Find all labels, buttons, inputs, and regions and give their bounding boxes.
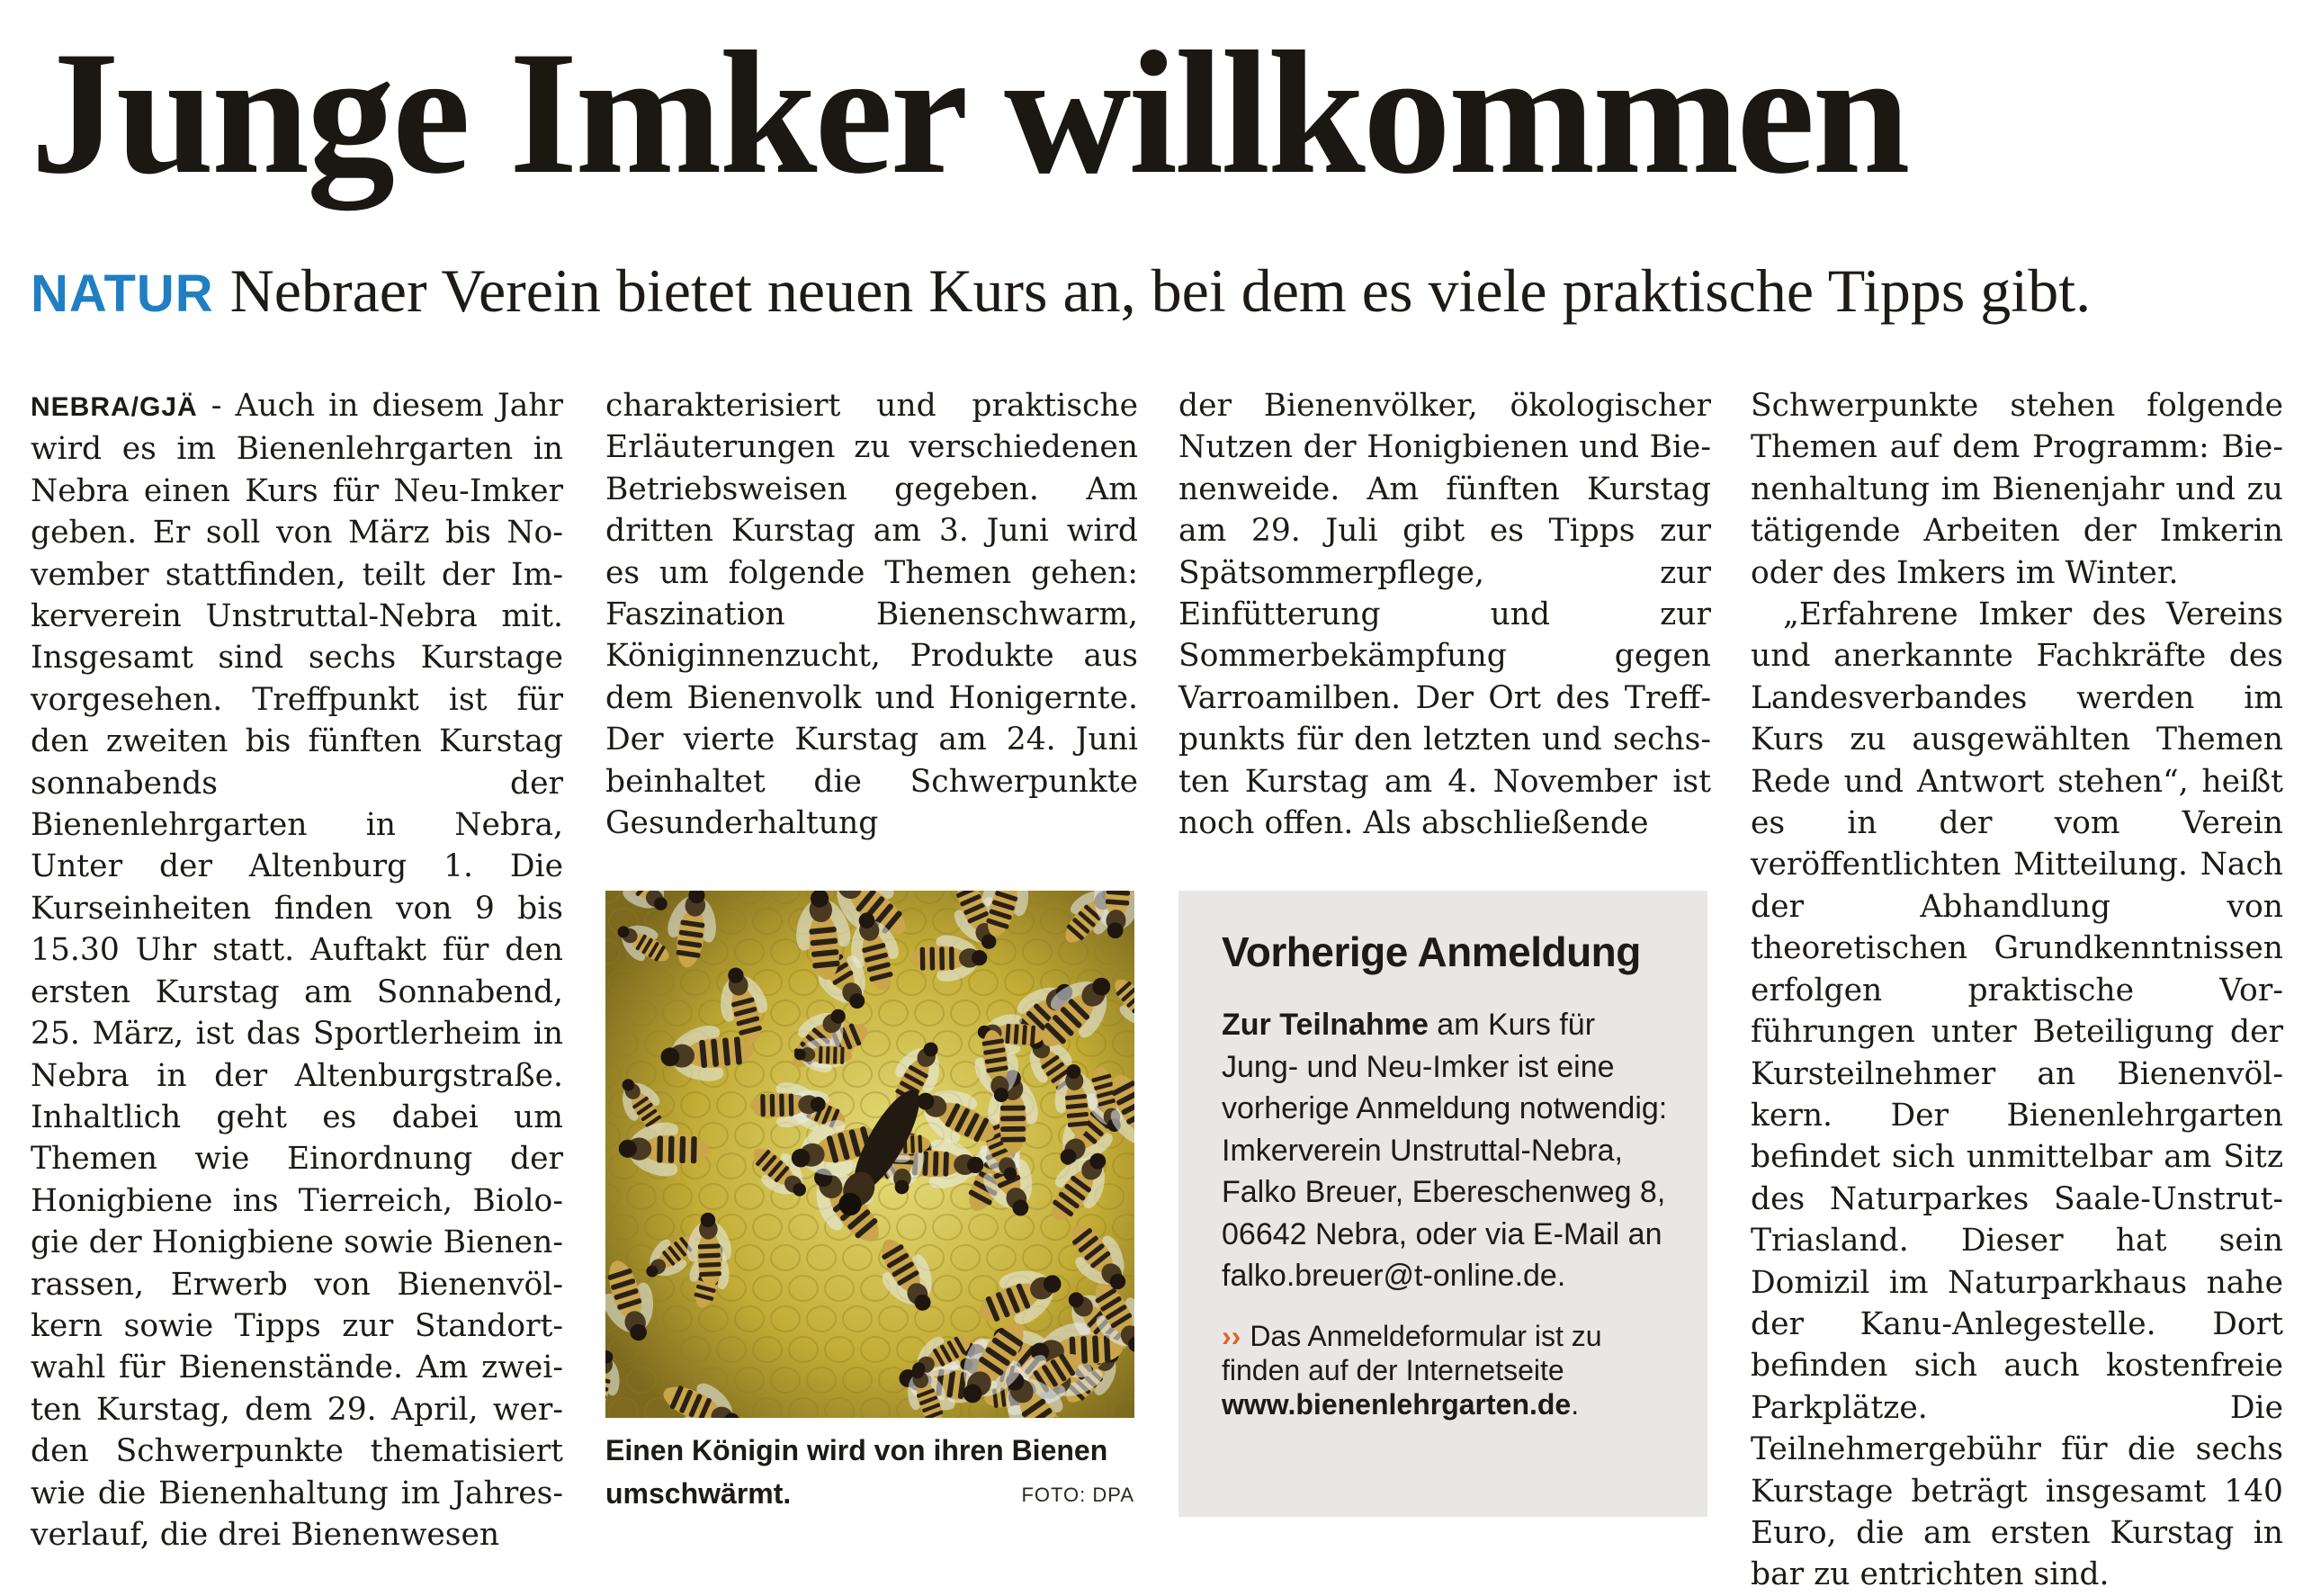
dateline: NEBRA/GJÄ bbox=[31, 392, 198, 422]
photo-caption-text: Einen Königin wird von ihren Bienen umschwärmt. bbox=[605, 1434, 1108, 1510]
article-col2-text: charakterisiert und praktische Erläuterungen zu verschiedenen Betriebsweisen gegeben. Am dritten Kurstag am 3. Juni wird es um folgende Themen gehen: Faszination Bienenschwarm, Königinnenzucht, Produkte aus dem Bienenvolk und Honigernte. Der vierte Kurstag am 24. Juni beinhaltet die Schwerpunkte Gesunderhaltung bbox=[605, 388, 1138, 842]
infobox-url-suffix: . bbox=[1571, 1387, 1580, 1421]
article-column-1 bbox=[31, 385, 563, 1556]
arrow-icon: ›› bbox=[1222, 1319, 1241, 1352]
article-column-3 bbox=[1178, 385, 1711, 844]
registration-infobox bbox=[1178, 891, 1707, 1517]
article-column-2 bbox=[605, 385, 1138, 844]
infobox-body bbox=[1222, 1004, 1668, 1297]
photo-credit: FOTO: DPA bbox=[1021, 1484, 1134, 1506]
subline-text: Nebraer Verein bietet neuen Kurs an, bei dem es viele praktische Tipps gibt. bbox=[229, 256, 2092, 325]
article-col4-paragraph-2: „Erfahrene Imker des Vereins und anerkannte Fachkräfte des Landesverbandes werden im Kurs zu ausgewählten Themen Rede und Antwort stehen“, heißt es in der vom Verein veröffentlichten Mitteilung. Nach der Abhandlung von theoretischen Grundkenntnissen erfolgen praktische Vorführungen unter Beteiligung der Kursteilnehmer an Bienenvölkern. Der Bienenlehrgarten befindet sich unmittelbar am Sitz des Naturparkes Saale-Unstrut-Triasland. Dieser hat sein Domizil im Naturparkhaus nahe der Kanu-Anlegestelle. Dort befinden sich auch kostenfreie Parkplätze. Die Teilnehmergebühr für die sechs Kurstage beträgt insgesamt 140 Euro, die am ersten Kurstag in bar zu entrichten sind. bbox=[1751, 596, 2283, 1593]
kicker-label: NATUR bbox=[31, 265, 214, 323]
infobox-url[interactable]: www.bienenlehrgarten.de bbox=[1222, 1387, 1572, 1421]
infobox-note bbox=[1222, 1319, 1668, 1421]
infobox-lead: Zur Teilnahme bbox=[1222, 1008, 1429, 1042]
article-col1-text: - Auch in diesem Jahr wird es im Bienenlehrgarten in Nebra einen Kurs für Neu-Imker geben. Er soll von März bis November stattfinden, teilt der Imkerverein Unstruttal-Nebra mit. Insgesamt sind sechs Kurstage vorgesehen. Treffpunkt ist für den zweiten bis fünften Kurstag sonnabends der Bienenlehrgarten in Nebra, Unter der Altenburg 1. Die Kurseinheiten finden von 9 bis 15.30 Uhr statt. Auftakt für den ersten Kurstag am Sonnabend, 25. März, ist das Sportlerheim in Nebra in der Altenburgstraße. Inhaltlich geht es dabei um Themen wie Einordnung der Honigbiene ins Tierreich, Biologie der Honigbiene sowie Bienenrassen, Erwerb von Bienenvölkern sowie Tipps zur Standortwahl für Bienenstände. Am zweiten Kurstag, dem 29. April, werden Schwerpunkte thematisiert wie die Bienenhaltung im Jahresverlauf, die drei Bienenwesen bbox=[31, 388, 563, 1553]
subline bbox=[31, 255, 2091, 330]
article-column-4 bbox=[1751, 385, 2283, 1596]
infobox-body-text: am Kurs für Jung- und Neu-Imker ist eine vorherige Anmeldung notwendig: Imkerverein Unstruttal-Nebra, Falko Breuer, Ebereschenweg 8, 06642 Nebra, oder via E-Mail an falko.breuer@t-online.de. bbox=[1222, 1008, 1668, 1293]
bee-photo bbox=[605, 891, 1134, 1418]
headline: Junge Imker willkommen bbox=[31, 15, 1908, 211]
infobox-title: Vorherige Anmeldung bbox=[1222, 928, 1641, 975]
article-col3-text: der Bienenvölker, ökologischer Nutzen der Honigbienen und Bienenweide. Am fünften Kurstag am 29. Juli gibt es Tipps zur Spätsommerpflege, zur Einfütterung und zur Sommerbekämpfung gegen Varroamilben. Der Ort des Treffpunkts für den letzten und sechsten Kurstag am 4. November ist noch offen. Als abschließende bbox=[1178, 388, 1711, 842]
photo-caption bbox=[605, 1429, 1134, 1515]
article-col4-paragraph-1: Schwerpunkte stehen folgende Themen auf dem Programm: Bienenhaltung im Bienenjahr und zu tätigende Arbeiten der Imkerin oder des Imkers im Winter. bbox=[1751, 388, 2283, 591]
infobox-note-text: Das Anmeldeformular ist zu finden auf der Internetseite bbox=[1222, 1319, 1602, 1386]
